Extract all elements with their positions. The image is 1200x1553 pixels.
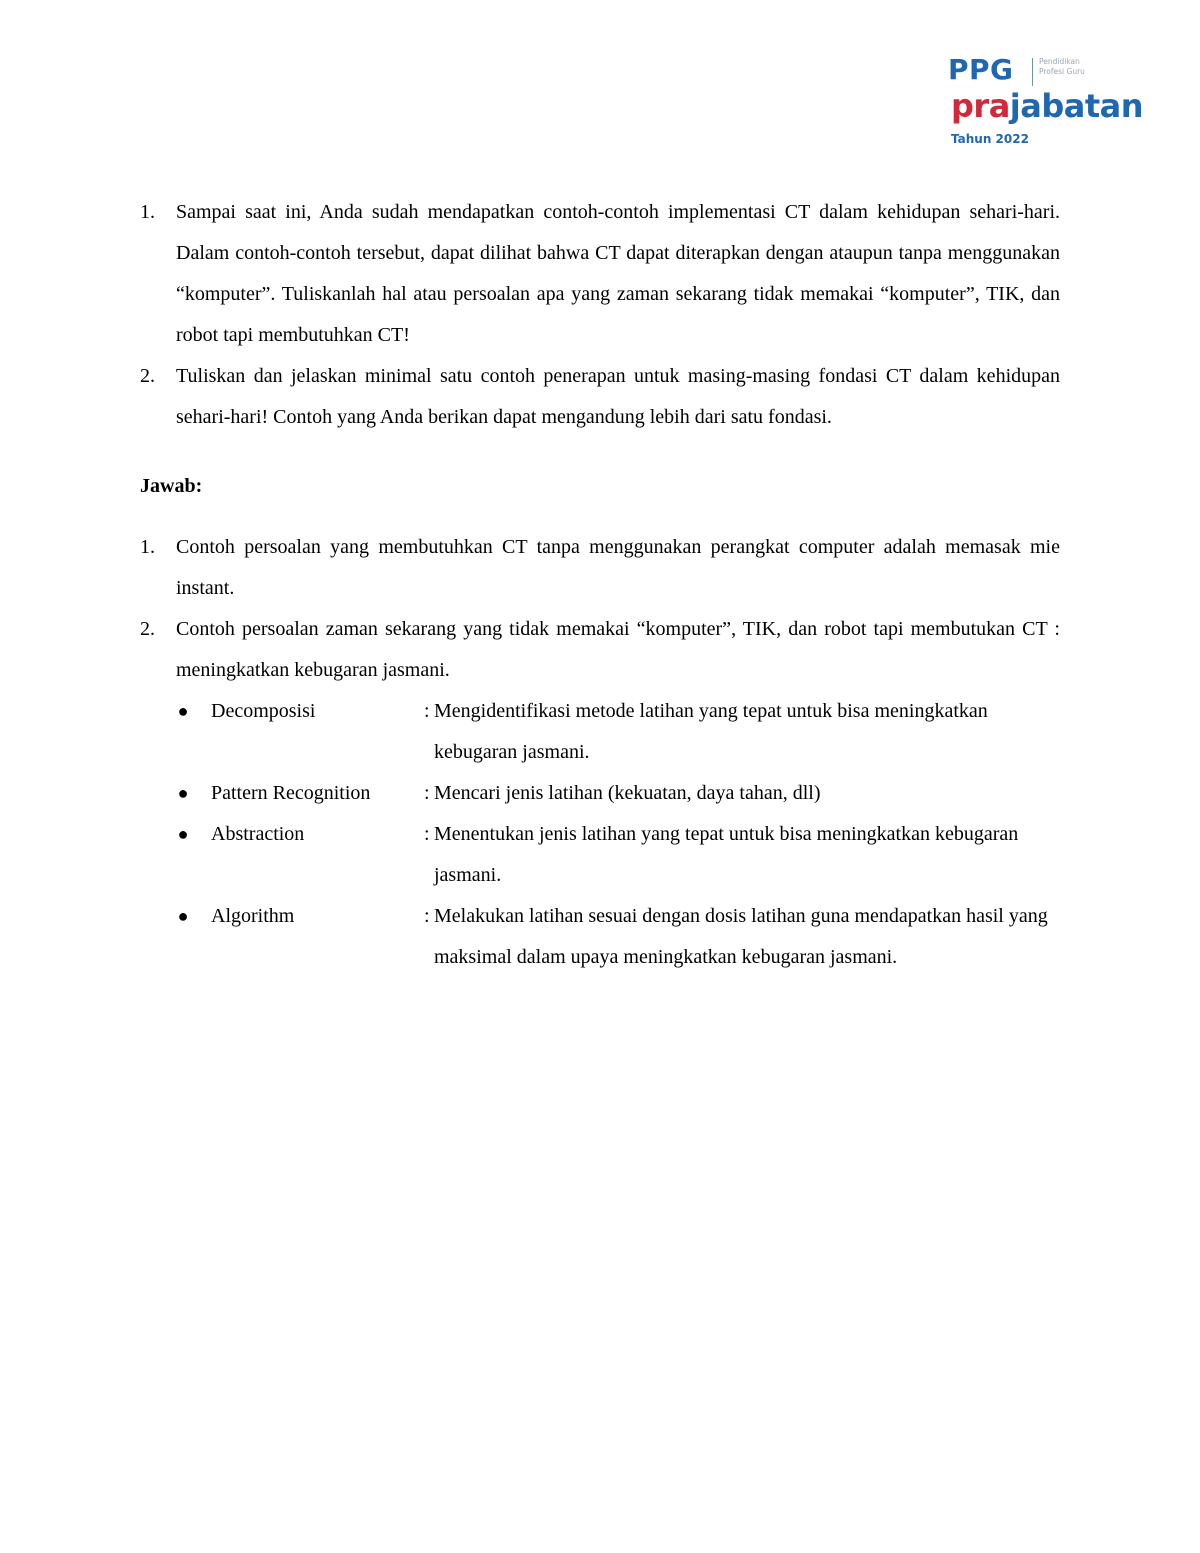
question-text: Sampai saat ini, Anda sudah mendapatkan contoh-contoh implementasi CT dalam kehidupan sehari-hari. Dalam contoh-contoh tersebut, dapat dilihat bahwa CT dapat diterapkan dengan ataupun tanpa menggunakan “komputer”. Tuliskanlah hal atau persoalan apa yang zaman sekarang tidak memakai “komputer”, TIK, dan robot tapi membutuhkan CT! <box>176 201 1060 346</box>
question-number: 1. <box>140 201 155 223</box>
foundation-description: Mengidentifikasi metode latihan yang tepat untuk bisa meningkatkan kebugaran jasmani. <box>434 700 988 763</box>
answer-number: 1. <box>140 536 155 558</box>
question-list <box>140 192 1060 438</box>
question-text: Tuliskan dan jelaskan minimal satu contoh penerapan untuk masing-masing fondasi CT dalam kehidupan sehari-hari! Contoh yang Anda berikan dapat mengandung lebih dari satu fondasi. <box>176 365 1060 428</box>
bullet-icon: ● <box>177 701 189 721</box>
answer-item <box>140 609 1060 691</box>
logo-prajabatan-red: pra <box>951 87 1010 125</box>
question-item <box>140 356 1060 438</box>
foundation-term: Pattern Recognition <box>211 782 371 804</box>
answer-list <box>140 527 1060 691</box>
logo-divider <box>1032 58 1033 86</box>
bullet-icon: ● <box>177 906 189 926</box>
question-number: 2. <box>140 365 155 387</box>
foundation-list <box>176 691 1060 978</box>
ppg-prajabatan-logo <box>948 52 1148 152</box>
foundation-colon: : <box>424 700 430 722</box>
foundation-description: Menentukan jenis latihan yang tepat untuk bisa meningkatkan kebugaran jasmani. <box>434 823 1019 886</box>
answer-heading: Jawab: <box>140 475 203 497</box>
bullet-icon: ● <box>177 783 189 803</box>
foundation-term: Abstraction <box>211 823 305 845</box>
bullet-icon: ● <box>177 824 189 844</box>
foundation-colon: : <box>424 782 430 804</box>
question-item <box>140 192 1060 356</box>
logo-prajabatan-blue: jabatan <box>1009 87 1144 125</box>
logo-year: Tahun 2022 <box>951 132 1029 146</box>
answer-item <box>140 527 1060 609</box>
foundation-item <box>176 691 1060 773</box>
logo-ppg-text: PPG <box>948 53 1014 86</box>
answer-text: Contoh persoalan yang membutuhkan CT tanpa menggunakan perangkat computer adalah memasak mie instant. <box>176 536 1060 599</box>
foundation-description: Mencari jenis latihan (kekuatan, daya tahan, dll) <box>434 782 821 804</box>
foundation-term: Algorithm <box>211 905 295 927</box>
answer-text: Contoh persoalan zaman sekarang yang tidak memakai “komputer”, TIK, dan robot tapi membutukan CT : meningkatkan kebugaran jasmani. <box>176 618 1060 681</box>
foundation-colon: : <box>424 823 430 845</box>
foundation-item <box>176 896 1060 978</box>
answer-number: 2. <box>140 618 155 640</box>
logo-subtitle: Pendidikan Profesi Guru <box>1039 57 1085 76</box>
foundation-item <box>176 814 1060 896</box>
foundation-colon: : <box>424 905 430 927</box>
foundation-item <box>176 773 1060 814</box>
foundation-description: Melakukan latihan sesuai dengan dosis latihan guna mendapatkan hasil yang maksimal dalam upaya meningkatkan kebugaran jasmani. <box>434 905 1048 968</box>
foundation-term: Decomposisi <box>211 700 316 722</box>
logo-prajabatan <box>951 86 1143 126</box>
document-body <box>140 192 1060 978</box>
